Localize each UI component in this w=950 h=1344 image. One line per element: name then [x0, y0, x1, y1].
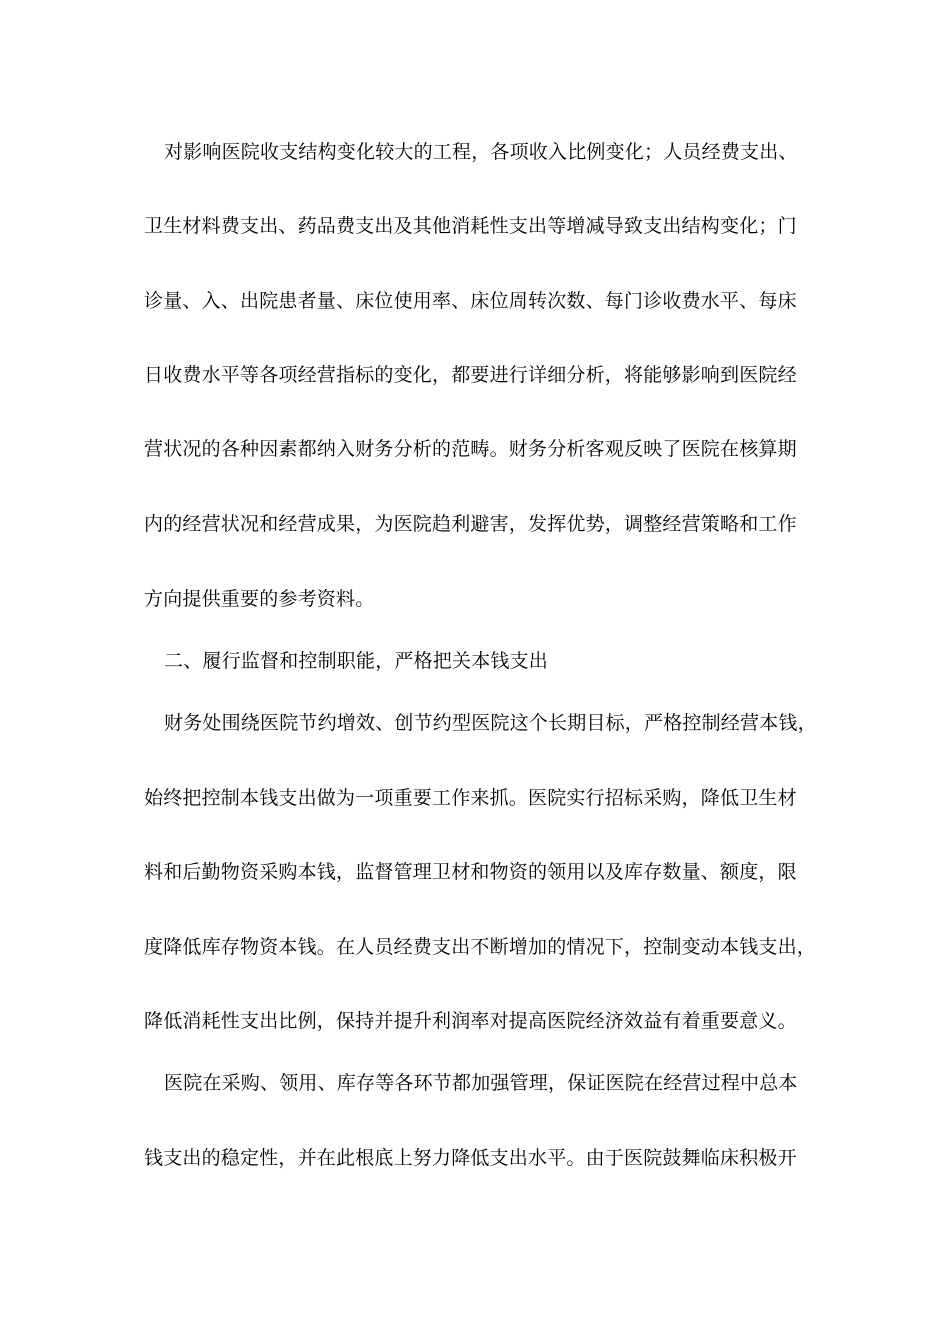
- paragraph-line: 医院在采购、领用、库存等各环节都加强管理，保证医院在经营过程中总本: [164, 1072, 798, 1094]
- paragraph-line: 内的经营状况和经营成果，为医院趋利避害，发挥优势，调整经营策略和工作: [144, 513, 797, 535]
- paragraph-line: 对影响医院收支结构变化较大的工程，各项收入比例变化；人员经费支出、: [164, 141, 798, 163]
- section-heading: 二、履行监督和控制职能，严格把关本钱支出: [164, 650, 549, 672]
- paragraph-line: 钱支出的稳定性，并在此根底上努力降低支出水平。由于医院鼓舞临床积极开: [144, 1147, 797, 1169]
- paragraph-line: 财务处围绕医院节约增效、创节约型医院这个长期目标，严格控制经营本钱，: [164, 712, 817, 734]
- paragraph-line: 卫生材料费支出、药品费支出及其他消耗性支出等增减导致支出结构变化；门: [144, 215, 797, 237]
- paragraph-line: 降低消耗性支出比例，保持并提升利润率对提高医院经济效益有着重要意义。: [144, 1010, 797, 1032]
- paragraph-line: 料和后勤物资采购本钱，监督管理卫材和物资的领用以及库存数量、额度，限: [144, 861, 797, 883]
- paragraph-line: 方向提供重要的参考资料。: [144, 588, 375, 610]
- paragraph-line: 日收费水平等各项经营指标的变化，都要进行详细分析，将能够影响到医院经: [144, 364, 797, 386]
- paragraph-line: 始终把控制本钱支出做为一项重要工作来抓。医院实行招标采购，降低卫生材: [144, 787, 797, 809]
- paragraph-line: 诊量、入、出院患者量、床位使用率、床位周转次数、每门诊收费水平、每床: [144, 290, 797, 312]
- paragraph-line: 度降低库存物资本钱。在人员经费支出不断增加的情况下，控制变动本钱支出，: [144, 936, 817, 958]
- paragraph-line: 营状况的各种因素都纳入财务分析的范畴。财务分析客观反映了医院在核算期: [144, 438, 797, 460]
